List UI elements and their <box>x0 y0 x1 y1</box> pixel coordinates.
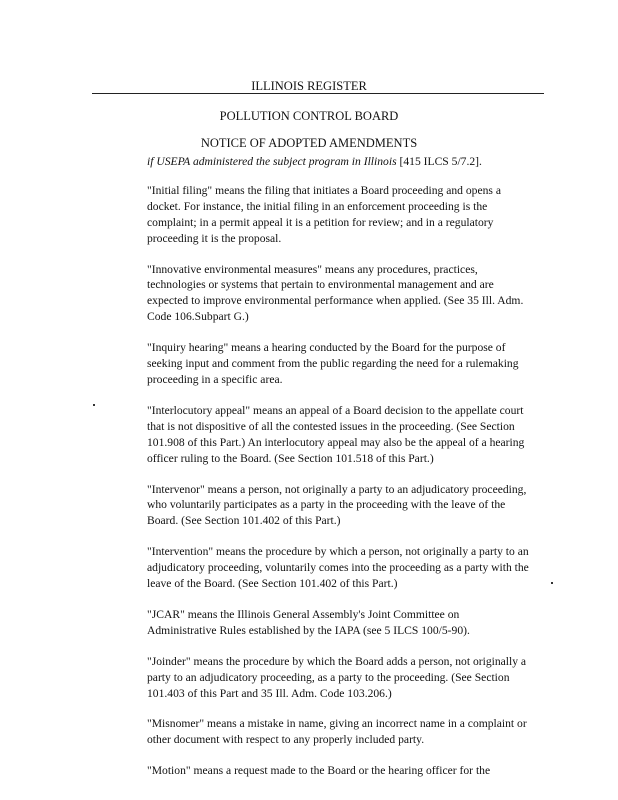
definition-line: 101.908 of this Part.) An interlocutory appeal may also be the appeal of a hearing <box>147 435 525 449</box>
definition-line: "Interlocutory appeal" means an appeal of a Board decision to the appellate court <box>147 403 524 417</box>
lead-sentence <box>147 154 545 170</box>
definition-line: other document with respect to any properly included party. <box>147 733 425 747</box>
definition-line: "Intervenor" means a person, not originally a party to an adjudicatory proceeding, <box>147 482 527 496</box>
definition-line: officer ruling to the Board. (See Section 101.518 of this Part.) <box>147 451 434 465</box>
definition-line: Board. (See Section 101.402 of this Part.) <box>147 514 341 528</box>
definition-paragraph <box>147 763 545 779</box>
definition-line: 101.403 of this Part and 35 Ill. Adm. Code 103.206.) <box>147 686 392 700</box>
definition-line: expected to improve environmental performance when applied. (See 35 Ill. Adm. <box>147 294 524 308</box>
lead-citation: [415 ILCS 5/7.2]. <box>399 155 482 168</box>
register-title: ILLINOIS REGISTER <box>251 79 367 93</box>
notice-title: NOTICE OF ADOPTED AMENDMENTS <box>200 136 418 150</box>
definition-line: party to an adjudicatory proceeding, as a party to the proceeding. (See Section <box>147 670 510 684</box>
definition-line: leave of the Board. (See Section 101.402 of this Part.) <box>147 577 398 591</box>
agency-title: POLLUTION CONTROL BOARD <box>219 109 399 123</box>
definition-line: "Misnomer" means a mistake in name, giving an incorrect name in a complaint or <box>147 717 527 731</box>
scan-speck <box>93 404 95 406</box>
definition-line: adjudicatory proceeding, voluntarily comes into the proceeding as a party with the <box>147 561 529 575</box>
definition-paragraph <box>147 262 545 326</box>
definition-paragraph <box>147 607 545 639</box>
document-body <box>147 154 545 794</box>
definition-line: that is not dispositive of all the contested issues in the proceeding. (See Section <box>147 419 515 433</box>
definition-line: technologies or systems that pertain to environmental management and are <box>147 278 494 292</box>
scan-speck <box>551 582 553 584</box>
definition-line: proceeding in a specific area. <box>147 372 283 386</box>
definition-paragraph <box>147 183 545 247</box>
definition-line: "JCAR" means the Illinois General Assembly's Joint Committee on <box>147 607 460 621</box>
definition-paragraph <box>147 654 545 702</box>
definition-paragraph <box>147 716 545 748</box>
definition-paragraph <box>147 403 545 467</box>
definition-line: docket. For instance, the initial filing in an enforcement proceeding is the <box>147 199 488 213</box>
definition-line: Administrative Rules established by the IAPA (see 5 ILCS 100/5-90). <box>147 623 470 637</box>
definition-line: Code 106.Subpart G.) <box>147 310 249 324</box>
definition-paragraph <box>147 482 545 530</box>
definition-line: "Initial filing" means the filing that initiates a Board proceeding and opens a <box>147 183 501 197</box>
definition-line: "Inquiry hearing" means a hearing conducted by the Board for the purpose of <box>147 341 506 355</box>
definition-line: seeking input and comment from the public regarding the need for a rulemaking <box>147 357 519 371</box>
definition-line: complaint; in a permit appeal it is a petition for review; and in a regulatory <box>147 215 494 229</box>
definition-line: "Innovative environmental measures" means any procedures, practices, <box>147 262 478 276</box>
definition-line: "Motion" means a request made to the Board or the hearing officer for the <box>147 764 491 778</box>
header-rule <box>92 93 544 94</box>
definition-line: proceeding it is the proposal. <box>147 231 282 245</box>
definition-line: "Joinder" means the procedure by which the Board adds a person, not originally a <box>147 654 527 668</box>
definition-line: who voluntarily participates as a party in the proceeding with the leave of the <box>147 498 506 512</box>
definition-paragraph <box>147 544 545 592</box>
definition-paragraph <box>147 340 545 388</box>
lead-italic: if USEPA administered the subject program in Illinois <box>147 155 397 168</box>
definition-line: "Intervention" means the procedure by which a person, not originally a party to an <box>147 545 529 559</box>
